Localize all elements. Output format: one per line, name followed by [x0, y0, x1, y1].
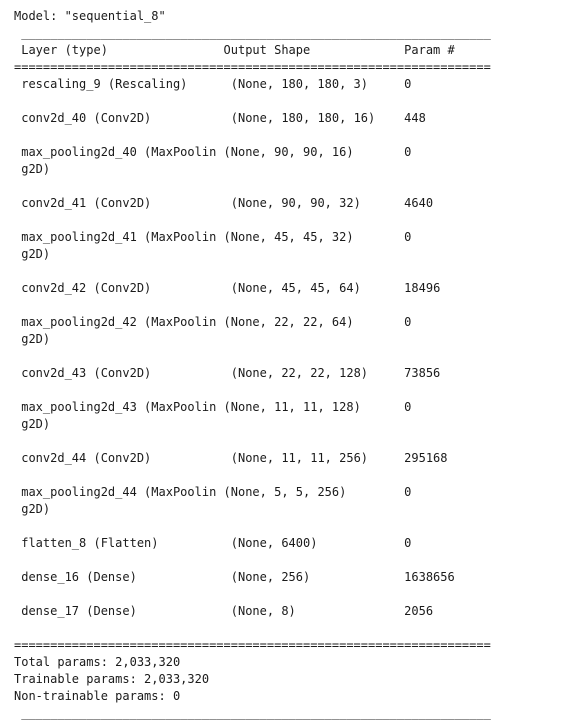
- param-count-cell: 0: [404, 77, 412, 91]
- blank-line: [14, 467, 491, 484]
- table-row: [14, 569, 491, 586]
- total-params: Total params: 2,033,320: [14, 655, 181, 669]
- layer-name-cell: max_pooling2d_41 (MaxPoolin: [14, 230, 217, 244]
- table-row: [14, 76, 491, 93]
- param-count-cell: 1638656: [404, 570, 455, 584]
- blank-line: [14, 433, 491, 450]
- layer-name-continuation: g2D): [14, 502, 51, 516]
- top-underscore-rule: _________________________________________________________________: [14, 26, 491, 40]
- layer-name-continuation: g2D): [14, 332, 51, 346]
- output-shape-cell: (None, 6400): [223, 536, 318, 550]
- output-shape-cell: (None, 180, 180, 3): [223, 77, 369, 91]
- blank-line: [14, 93, 491, 110]
- param-count-cell: 18496: [404, 281, 441, 295]
- layer-name-cell: max_pooling2d_42 (MaxPoolin: [14, 315, 217, 329]
- table-row: [14, 110, 491, 127]
- table-row: [14, 314, 491, 331]
- layer-name-cell: flatten_8 (Flatten): [14, 536, 159, 550]
- layer-name-cell: Layer (type): [14, 43, 108, 57]
- non-trainable-params: Non-trainable params: 0: [14, 689, 181, 703]
- blank-line: [14, 297, 491, 314]
- blank-line: [14, 552, 491, 569]
- param-count-cell: 0: [404, 536, 412, 550]
- blank-line: [14, 127, 491, 144]
- table-row: [14, 484, 491, 501]
- param-count-cell: 4640: [404, 196, 434, 210]
- output-shape-cell: (None, 90, 90, 16): [223, 145, 354, 159]
- model-title: Model: "sequential_8": [14, 9, 166, 23]
- layer-name-cell: dense_16 (Dense): [14, 570, 137, 584]
- layer-name-cell: conv2d_44 (Conv2D): [14, 451, 152, 465]
- table-row: [14, 144, 491, 161]
- blank-line: [14, 263, 491, 280]
- output-shape-cell: (None, 22, 22, 64): [223, 315, 354, 329]
- output-shape-cell: (None, 180, 180, 16): [223, 111, 376, 125]
- table-row: [14, 603, 491, 620]
- layer-name-cell: dense_17 (Dense): [14, 604, 137, 618]
- param-count-cell: 0: [404, 230, 412, 244]
- param-count-cell: 0: [404, 145, 412, 159]
- param-count-cell: 448: [404, 111, 426, 125]
- layer-name-cell: conv2d_40 (Conv2D): [14, 111, 152, 125]
- output-shape-cell: (None, 8): [223, 604, 296, 618]
- output-shape-cell: (None, 45, 45, 64): [223, 281, 361, 295]
- footer-equals-rule: ==================================================================: [14, 638, 491, 652]
- layer-name-cell: conv2d_41 (Conv2D): [14, 196, 152, 210]
- param-count-cell: 2056: [404, 604, 434, 618]
- trainable-params: Trainable params: 2,033,320: [14, 672, 210, 686]
- table-row: [14, 280, 491, 297]
- blank-line: [14, 212, 491, 229]
- blank-line: [14, 586, 491, 603]
- param-count-cell: 0: [404, 485, 412, 499]
- model-summary-output: [14, 8, 491, 722]
- layer-name-continuation: g2D): [14, 162, 51, 176]
- layer-name-continuation: g2D): [14, 247, 51, 261]
- blank-line: [14, 178, 491, 195]
- blank-line: [14, 382, 491, 399]
- param-count-cell: 0: [404, 315, 412, 329]
- blank-line: [14, 348, 491, 365]
- table-row: [14, 399, 491, 416]
- table-header: [14, 42, 491, 59]
- blank-line: [14, 518, 491, 535]
- param-count-cell: 73856: [404, 366, 441, 380]
- layer-name-cell: conv2d_43 (Conv2D): [14, 366, 152, 380]
- output-shape-cell: (None, 45, 45, 32): [223, 230, 354, 244]
- output-shape-cell: (None, 5, 5, 256): [223, 485, 347, 499]
- layer-name-cell: max_pooling2d_43 (MaxPoolin: [14, 400, 217, 414]
- blank-line: [14, 620, 491, 637]
- param-count-cell: 295168: [404, 451, 448, 465]
- table-row: [14, 450, 491, 467]
- layer-name-cell: conv2d_42 (Conv2D): [14, 281, 152, 295]
- header-equals-rule: ==================================================================: [14, 60, 491, 74]
- layer-name-cell: max_pooling2d_44 (MaxPoolin: [14, 485, 217, 499]
- param-count-cell: Param #: [404, 43, 455, 57]
- output-shape-cell: (None, 90, 90, 32): [223, 196, 361, 210]
- layer-name-cell: rescaling_9 (Rescaling): [14, 77, 188, 91]
- param-count-cell: 0: [404, 400, 412, 414]
- layer-name-continuation: g2D): [14, 417, 51, 431]
- layer-name-cell: max_pooling2d_40 (MaxPoolin: [14, 145, 217, 159]
- table-row: [14, 535, 491, 552]
- output-shape-cell: (None, 256): [223, 570, 311, 584]
- bottom-underscore-rule: _________________________________________________________________: [14, 706, 491, 720]
- output-shape-cell: (None, 11, 11, 128): [223, 400, 361, 414]
- output-shape-cell: (None, 11, 11, 256): [223, 451, 369, 465]
- table-row: [14, 229, 491, 246]
- table-row: [14, 365, 491, 382]
- output-shape-cell: Output Shape: [223, 43, 311, 57]
- table-row: [14, 195, 491, 212]
- output-shape-cell: (None, 22, 22, 128): [223, 366, 369, 380]
